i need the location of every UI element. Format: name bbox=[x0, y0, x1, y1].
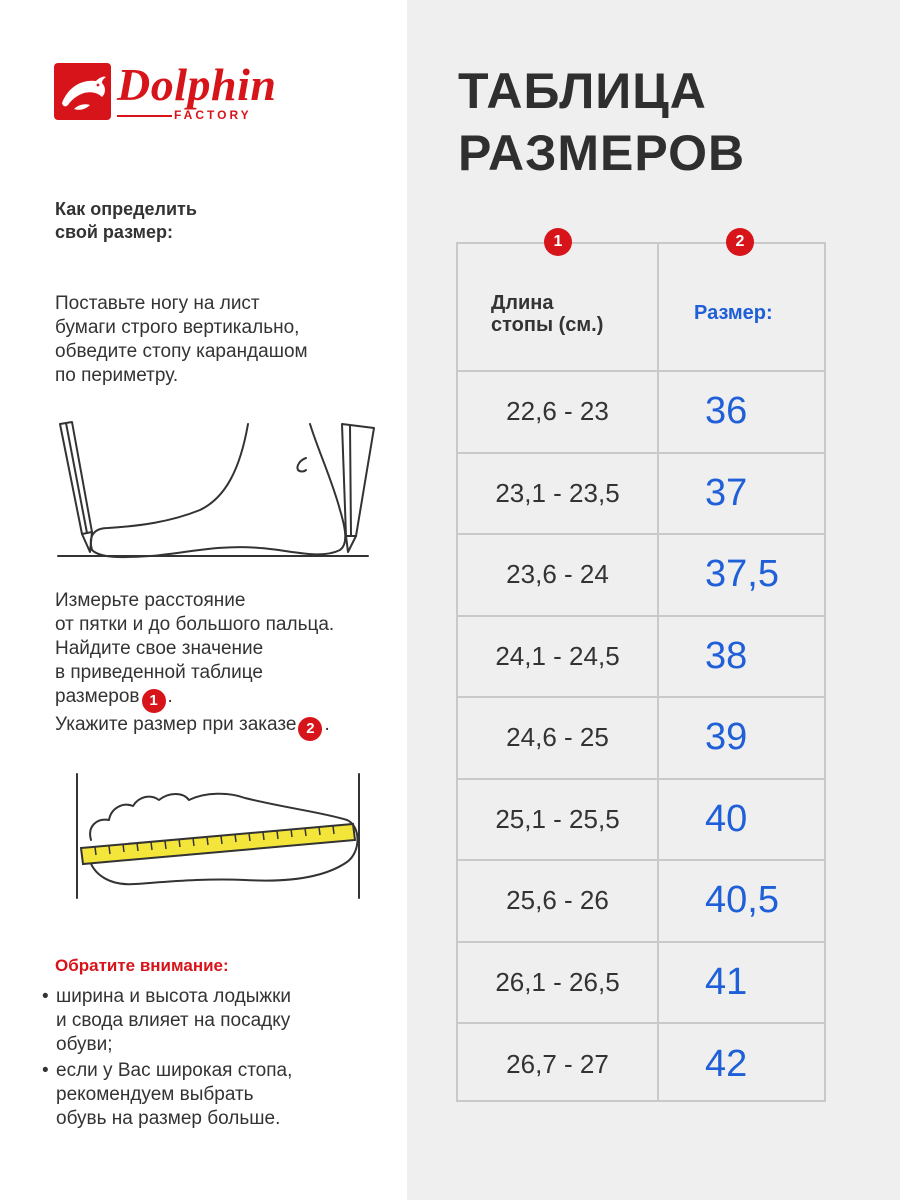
attention-heading: Обратите внимание: bbox=[55, 956, 229, 975]
foot-top-ruler-illustration bbox=[65, 768, 375, 908]
logo-subtitle: FACTORY bbox=[174, 108, 252, 122]
text-line: в приведенной таблице bbox=[55, 662, 263, 683]
table-row bbox=[458, 535, 824, 617]
column-badge-1: 1 bbox=[544, 228, 572, 256]
instruction-paragraph-2 bbox=[55, 589, 334, 741]
size-cell: 38 bbox=[705, 634, 748, 677]
size-cell: 40 bbox=[705, 797, 748, 840]
table-row bbox=[458, 372, 824, 454]
foot-side-illustration bbox=[50, 410, 380, 570]
text-line: по периметру. bbox=[55, 365, 179, 386]
note-line: рекомендуем выбрать bbox=[56, 1084, 254, 1105]
step-badge-2: 2 bbox=[298, 717, 322, 741]
table-row bbox=[458, 617, 824, 699]
size-cell: 40,5 bbox=[705, 879, 779, 922]
logo-name: Dolphin bbox=[117, 59, 277, 110]
text-line-part: Укажите размер при заказе bbox=[55, 714, 297, 735]
size-table bbox=[456, 233, 826, 1102]
foot-length-cell: 24,1 - 24,5 bbox=[495, 640, 620, 671]
foot-length-cell: 23,6 - 24 bbox=[506, 559, 609, 590]
text-line: обведите стопу карандашом bbox=[55, 341, 308, 362]
size-cell: 37,5 bbox=[705, 553, 779, 596]
text-line-part: размеров bbox=[55, 686, 140, 707]
note-line: обуви; bbox=[56, 1034, 113, 1055]
bullet: • bbox=[42, 1060, 49, 1081]
size-cell: 41 bbox=[705, 960, 748, 1003]
foot-length-cell: 25,1 - 25,5 bbox=[495, 803, 620, 834]
note-line: обувь на размер больше. bbox=[56, 1108, 281, 1129]
foot-length-cell: 25,6 - 26 bbox=[506, 885, 609, 916]
text-line bbox=[55, 713, 334, 741]
brand-logo bbox=[54, 59, 324, 123]
size-cell: 42 bbox=[705, 1043, 748, 1086]
table-row bbox=[458, 698, 824, 780]
note-line: и свода влияет на посадку bbox=[56, 1010, 291, 1031]
size-cell: 36 bbox=[705, 390, 748, 433]
logo-divider bbox=[117, 115, 172, 117]
table-header bbox=[458, 233, 824, 372]
table-row bbox=[458, 943, 824, 1025]
column-badge-2: 2 bbox=[726, 228, 754, 256]
header-foot-length: Длина стопы (см.) bbox=[491, 292, 604, 336]
foot-length-cell: 24,6 - 25 bbox=[506, 722, 609, 753]
table-row bbox=[458, 780, 824, 862]
header-size: Размер: bbox=[694, 302, 773, 324]
instruction-paragraph-1 bbox=[55, 292, 308, 388]
text-line: Поставьте ногу на лист bbox=[55, 293, 260, 314]
text-line: от пятки и до большого пальца. bbox=[55, 614, 335, 635]
table-row bbox=[458, 1024, 824, 1106]
table-row bbox=[458, 454, 824, 536]
page-title: ТАБЛИЦА РАЗМЕРОВ bbox=[458, 63, 746, 181]
note-line: ширина и высота лодыжки bbox=[56, 986, 292, 1007]
dolphin-logo-icon bbox=[54, 63, 111, 120]
note-line: если у Вас широкая стопа, bbox=[56, 1060, 293, 1081]
text-line: Измерьте расстояние bbox=[55, 590, 246, 611]
foot-length-cell: 23,1 - 23,5 bbox=[495, 477, 620, 508]
step-badge-1: 1 bbox=[142, 689, 166, 713]
foot-length-cell: 26,1 - 26,5 bbox=[495, 966, 620, 997]
text-line-end: . bbox=[324, 714, 330, 735]
foot-length-cell: 22,6 - 23 bbox=[506, 396, 609, 427]
bullet: • bbox=[42, 986, 49, 1007]
text-line: Найдите свое значение bbox=[55, 638, 264, 659]
table-row bbox=[458, 861, 824, 943]
how-to-title: Как определить свой размер: bbox=[55, 199, 197, 242]
text-line-end: . bbox=[167, 686, 173, 707]
text-line: бумаги строго вертикально, bbox=[55, 317, 300, 338]
text-line bbox=[55, 685, 334, 713]
note-item-1 bbox=[42, 985, 291, 1057]
size-cell: 37 bbox=[705, 471, 748, 514]
size-cell: 39 bbox=[705, 716, 748, 759]
note-item-2 bbox=[42, 1059, 292, 1131]
foot-length-cell: 26,7 - 27 bbox=[506, 1049, 609, 1080]
